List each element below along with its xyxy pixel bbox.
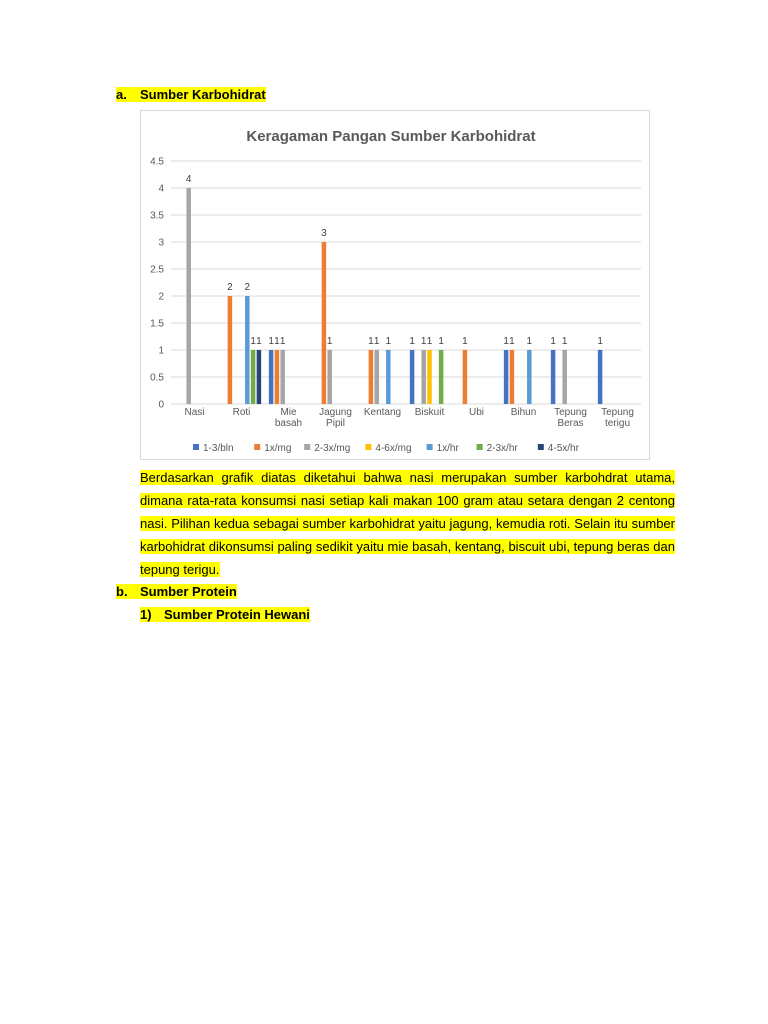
x-tick-label: Ubi [468,407,485,418]
data-label: 1 [597,336,603,347]
data-label: 4 [185,174,192,185]
subsection-1-title: Sumber Protein Hewani [164,607,310,622]
section-a-heading [116,87,266,103]
y-tick-label: 2.5 [150,264,164,276]
data-label: 1 [279,336,286,347]
bar [269,350,274,404]
legend-label: 1x/hr [436,443,459,454]
analysis-paragraph-text: Berdasarkan grafik diatas diketahui bahwa nasi merupakan sumber karbohdrat utama, dimana rata-rata konsumsi nasi setiap kali makan 100 gram atau setara dengan 2 centong nasi. Pilihan kedua sebagai sumber karbohidrat yaitu jagung, kemudia roti. Selain itu sumber karbohidrat dikonsumsi paling sedikit yaitu mie basah, kentang, biscuit ubi, tepung beras dan tepung terigu. [140,470,675,577]
x-tick-label: Tepung Beras [554,407,587,429]
bar [562,350,567,404]
data-label: 1 [250,336,256,347]
analysis-paragraph [140,466,675,581]
bar [386,350,391,404]
section-a-marker: a. [116,87,127,102]
legend-label: 2-3x/hr [486,443,518,454]
data-label: 1 [526,336,533,347]
bar [410,350,415,404]
x-tick-label: Mie basah [274,407,303,429]
data-label: 1 [462,336,468,347]
section-b-heading [116,584,237,600]
bar [186,188,191,404]
legend-swatch [193,444,199,450]
bar [439,350,444,404]
data-label: 1 [550,336,556,347]
subsection-1-heading [140,607,310,623]
legend-label: 4-6x/mg [375,443,412,454]
data-label: 2 [244,282,251,293]
legend-label: 2-3x/mg [314,443,351,454]
data-label: 1 [368,336,374,347]
legend-swatch [365,444,371,450]
bar [280,350,285,404]
x-tick-label: Biskuit [414,407,445,418]
data-label: 1 [385,336,392,347]
chart-title: Keragaman Pangan Sumber Karbohidrat [246,128,536,145]
bar [463,350,468,404]
y-tick-label: 2 [158,291,164,303]
bar [421,350,426,404]
data-label: 2 [227,282,233,293]
data-label: 1 [426,336,433,347]
x-tick-label: Bihun [510,407,537,418]
bar [427,350,432,404]
y-tick-label: 1 [158,345,164,357]
legend-swatch [254,444,260,450]
y-tick-label: 1.5 [150,318,164,330]
data-label: 1 [274,336,280,347]
section-b-marker: b. [116,584,128,599]
data-label: 1 [420,336,427,347]
bar [327,350,332,404]
legend-label: 1x/mg [264,443,292,454]
bar [245,296,250,404]
legend-swatch [538,444,544,450]
y-tick-label: 0.5 [150,372,164,384]
x-tick-label: Nasi [184,407,205,418]
legend-label: 1-3/bln [203,443,234,454]
bar [527,350,532,404]
bar [551,350,556,404]
bar [369,350,374,404]
x-tick-label: Roti [232,407,251,418]
bar [322,242,327,404]
bar [510,350,515,404]
y-tick-label: 0 [158,399,164,411]
y-tick-label: 3 [158,237,164,249]
x-tick-label: Kentang [363,407,402,418]
section-b-title: Sumber Protein [140,584,237,599]
bar [598,350,603,404]
data-label: 1 [561,336,568,347]
bar [257,350,262,404]
data-label: 1 [256,336,262,347]
data-label: 1 [509,336,515,347]
section-a-title: Sumber Karbohidrat [140,87,266,102]
legend-label: 4-5x/hr [547,443,579,454]
subsection-1-marker: 1) [140,607,152,622]
legend-swatch [477,444,483,450]
y-tick-label: 4 [158,183,164,195]
data-label: 1 [268,336,274,347]
carbohydrate-chart [141,111,651,461]
legend-swatch [427,444,433,450]
bar [228,296,233,404]
legend-swatch [304,444,310,450]
bar [251,350,256,404]
data-label: 3 [321,228,327,239]
y-tick-label: 3.5 [150,210,164,222]
bar [374,350,379,404]
data-label: 1 [326,336,333,347]
bar [504,350,509,404]
data-label: 1 [373,336,380,347]
data-label: 1 [409,336,415,347]
data-label: 1 [438,336,444,347]
y-tick-label: 4.5 [150,156,164,168]
x-tick-label: Tepung terigu [601,407,634,429]
x-tick-label: Jagung Pipil [319,407,352,429]
chart-frame [140,110,650,460]
bar [275,350,280,404]
data-label: 1 [503,336,509,347]
